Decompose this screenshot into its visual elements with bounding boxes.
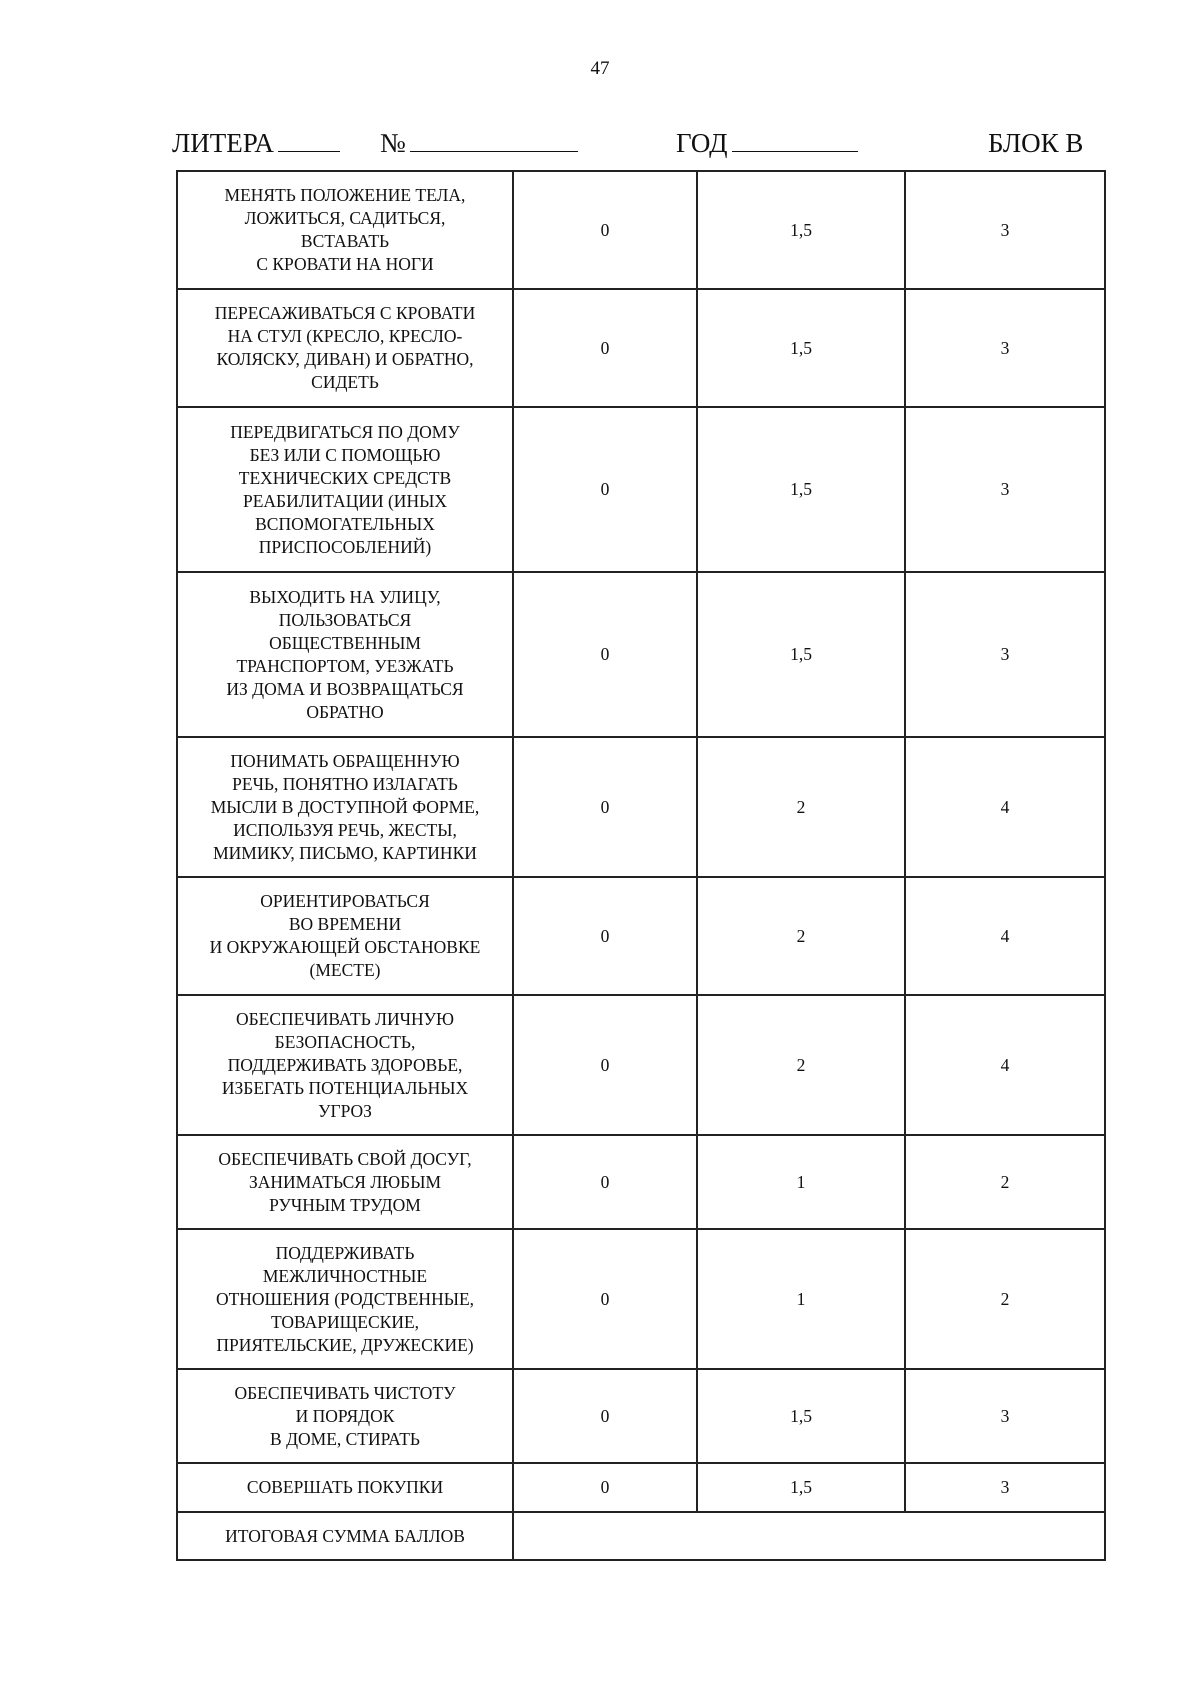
year-blank[interactable] bbox=[732, 127, 858, 152]
activity-label-line: ПРИЯТЕЛЬСКИЕ, ДРУЖЕСКИЕ) bbox=[216, 1334, 474, 1355]
score-option[interactable]: 0 bbox=[513, 171, 697, 289]
table-row bbox=[177, 995, 1105, 1135]
activity-label-line: НА СТУЛ (КРЕСЛО, КРЕСЛО- bbox=[227, 326, 463, 346]
activity-label-line: ПРИСПОСОБЛЕНИЙ) bbox=[258, 536, 432, 557]
activity-label bbox=[177, 1135, 513, 1229]
score-option[interactable]: 2 bbox=[697, 877, 905, 995]
score-option[interactable]: 0 bbox=[513, 289, 697, 407]
table-row bbox=[177, 1135, 1105, 1229]
activity-label-line: ТРАНСПОРТОМ, УЕЗЖАТЬ bbox=[236, 655, 454, 676]
activity-label-line: ВСПОМОГАТЕЛЬНЫХ bbox=[255, 513, 435, 534]
activity-label bbox=[177, 1369, 513, 1463]
table-row bbox=[177, 737, 1105, 877]
activity-label-line: ОРИЕНТИРОВАТЬСЯ bbox=[260, 891, 430, 911]
score-option[interactable]: 3 bbox=[905, 1463, 1105, 1512]
activity-label-line: ТЕХНИЧЕСКИХ СРЕДСТВ bbox=[238, 467, 452, 488]
activity-label bbox=[177, 289, 513, 407]
activity-label-line: УГРОЗ bbox=[318, 1100, 372, 1121]
score-option[interactable]: 1,5 bbox=[697, 1369, 905, 1463]
activity-label-line: ПОДДЕРЖИВАТЬ ЗДОРОВЬЕ, bbox=[227, 1054, 463, 1075]
score-option[interactable]: 0 bbox=[513, 1135, 697, 1229]
activity-label-line: БЕЗОПАСНОСТЬ, bbox=[274, 1031, 416, 1052]
activity-label-line: ПЕРЕСАЖИВАТЬСЯ С КРОВАТИ bbox=[214, 303, 476, 323]
activity-label-line: ИСПОЛЬЗУЯ РЕЧЬ, ЖЕСТЫ, bbox=[233, 819, 457, 840]
score-option[interactable]: 1,5 bbox=[697, 289, 905, 407]
page-number: 47 bbox=[590, 58, 610, 79]
total-value-field[interactable] bbox=[513, 1512, 1105, 1560]
assessment-table bbox=[176, 170, 1106, 1561]
assessment-table-body bbox=[177, 171, 1105, 1560]
litera-label: ЛИТЕРА bbox=[172, 128, 274, 158]
activity-label-line: ОБЩЕСТВЕННЫМ bbox=[269, 632, 421, 653]
table-row bbox=[177, 407, 1105, 572]
score-option[interactable]: 1,5 bbox=[697, 171, 905, 289]
activity-label-line: РЕАБИЛИТАЦИИ (ИНЫХ bbox=[242, 490, 447, 511]
score-option[interactable]: 0 bbox=[513, 737, 697, 877]
activity-label bbox=[177, 1229, 513, 1369]
total-label: ИТОГОВАЯ СУММА БАЛЛОВ bbox=[177, 1512, 513, 1560]
activity-label bbox=[177, 171, 513, 289]
number-field bbox=[380, 126, 578, 160]
activity-label-line: ИЗБЕГАТЬ ПОТЕНЦИАЛЬНЫХ bbox=[221, 1077, 469, 1098]
score-option[interactable]: 1 bbox=[697, 1135, 905, 1229]
activity-label-line: ЗАНИМАТЬСЯ ЛЮБЫМ bbox=[248, 1171, 442, 1192]
activity-label bbox=[177, 1463, 513, 1512]
score-option[interactable]: 3 bbox=[905, 289, 1105, 407]
score-option[interactable]: 0 bbox=[513, 877, 697, 995]
score-option[interactable]: 2 bbox=[905, 1229, 1105, 1369]
score-option[interactable]: 0 bbox=[513, 407, 697, 572]
activity-label-line: ПЕРЕДВИГАТЬСЯ ПО ДОМУ bbox=[230, 421, 460, 442]
activity-label-line: ВЫХОДИТЬ НА УЛИЦУ, bbox=[249, 586, 441, 607]
number-blank[interactable] bbox=[410, 127, 578, 152]
activity-label-line: ЛОЖИТЬСЯ, САДИТЬСЯ, bbox=[244, 208, 446, 228]
table-row bbox=[177, 289, 1105, 407]
table-row bbox=[177, 1229, 1105, 1369]
score-option[interactable]: 0 bbox=[513, 572, 697, 737]
score-option[interactable]: 4 bbox=[905, 877, 1105, 995]
activity-label-line: ОТНОШЕНИЯ (РОДСТВЕННЫЕ, bbox=[215, 1288, 475, 1309]
block-label: БЛОК В bbox=[988, 128, 1084, 158]
score-option[interactable]: 1 bbox=[697, 1229, 905, 1369]
score-option[interactable]: 1,5 bbox=[697, 1463, 905, 1512]
number-label: № bbox=[380, 128, 406, 158]
activity-label bbox=[177, 572, 513, 737]
score-option[interactable]: 0 bbox=[513, 1369, 697, 1463]
activity-label-line: КОЛЯСКУ, ДИВАН) И ОБРАТНО, bbox=[216, 349, 474, 369]
activity-label-line: ОБЕСПЕЧИВАТЬ ЛИЧНУЮ bbox=[235, 1008, 455, 1029]
score-option[interactable]: 2 bbox=[905, 1135, 1105, 1229]
activity-label-line: ПОДДЕРЖИВАТЬ bbox=[275, 1242, 415, 1263]
activity-label-line: МЕНЯТЬ ПОЛОЖЕНИЕ ТЕЛА, bbox=[224, 185, 466, 205]
activity-label bbox=[177, 877, 513, 995]
score-option[interactable]: 4 bbox=[905, 995, 1105, 1135]
activity-label-line: В ДОМЕ, СТИРАТЬ bbox=[270, 1428, 420, 1449]
litera-field bbox=[172, 126, 340, 160]
activity-label-line: МЕЖЛИЧНОСТНЫЕ bbox=[262, 1265, 428, 1286]
activity-label-line: РЕЧЬ, ПОНЯТНО ИЗЛАГАТЬ bbox=[232, 773, 458, 794]
table-row bbox=[177, 171, 1105, 289]
year-label: ГОД bbox=[676, 128, 728, 158]
table-row bbox=[177, 1369, 1105, 1463]
score-option[interactable]: 0 bbox=[513, 1463, 697, 1512]
activity-label-line: ИЗ ДОМА И ВОЗВРАЩАТЬСЯ bbox=[226, 678, 464, 699]
activity-label-line: МИМИКУ, ПИСЬМО, КАРТИНКИ bbox=[213, 842, 477, 863]
activity-label-line: (МЕСТЕ) bbox=[309, 960, 381, 980]
score-option[interactable]: 0 bbox=[513, 995, 697, 1135]
activity-label-line: И ПОРЯДОК bbox=[295, 1405, 395, 1426]
total-row bbox=[177, 1512, 1105, 1560]
score-option[interactable]: 1,5 bbox=[697, 407, 905, 572]
form-header bbox=[172, 126, 1100, 160]
score-option[interactable]: 0 bbox=[513, 1229, 697, 1369]
activity-label-line: ТОВАРИЩЕСКИЕ, bbox=[270, 1311, 420, 1332]
activity-label-line: ВО ВРЕМЕНИ bbox=[288, 914, 402, 934]
activity-label-line: БЕЗ ИЛИ С ПОМОЩЬЮ bbox=[249, 444, 441, 465]
activity-label-line: ПОНИМАТЬ ОБРАЩЕННУЮ bbox=[230, 750, 460, 771]
score-option[interactable]: 3 bbox=[905, 407, 1105, 572]
score-option[interactable]: 2 bbox=[697, 995, 905, 1135]
activity-label bbox=[177, 737, 513, 877]
activity-label-line: ОБРАТНО bbox=[306, 701, 384, 722]
activity-label-line: ОБЕСПЕЧИВАТЬ СВОЙ ДОСУГ, bbox=[218, 1148, 472, 1169]
activity-label-line: ОБЕСПЕЧИВАТЬ ЧИСТОТУ bbox=[234, 1382, 456, 1403]
activity-label-line: РУЧНЫМ ТРУДОМ bbox=[269, 1194, 421, 1215]
score-option[interactable]: 4 bbox=[905, 737, 1105, 877]
year-field bbox=[676, 126, 858, 160]
score-option[interactable]: 3 bbox=[905, 572, 1105, 737]
activity-label-line: ВСТАВАТЬ bbox=[300, 231, 390, 251]
activity-label-line: И ОКРУЖАЮЩЕЙ ОБСТАНОВКЕ bbox=[209, 937, 481, 957]
table-row bbox=[177, 877, 1105, 995]
score-option[interactable]: 2 bbox=[697, 737, 905, 877]
activity-label-line: СИДЕТЬ bbox=[311, 372, 379, 392]
activity-label-line: МЫСЛИ В ДОСТУПНОЙ ФОРМЕ, bbox=[210, 796, 480, 817]
score-option[interactable]: 3 bbox=[905, 171, 1105, 289]
activity-label-line: ПОЛЬЗОВАТЬСЯ bbox=[278, 609, 412, 630]
activity-label-line: СОВЕРШАТЬ ПОКУПКИ bbox=[246, 1477, 444, 1497]
activity-label bbox=[177, 407, 513, 572]
score-option[interactable]: 1,5 bbox=[697, 572, 905, 737]
litera-blank[interactable] bbox=[278, 127, 340, 152]
table-row bbox=[177, 572, 1105, 737]
table-row bbox=[177, 1463, 1105, 1512]
activity-label-line: С КРОВАТИ НА НОГИ bbox=[256, 254, 434, 274]
activity-label bbox=[177, 995, 513, 1135]
score-option[interactable]: 3 bbox=[905, 1369, 1105, 1463]
